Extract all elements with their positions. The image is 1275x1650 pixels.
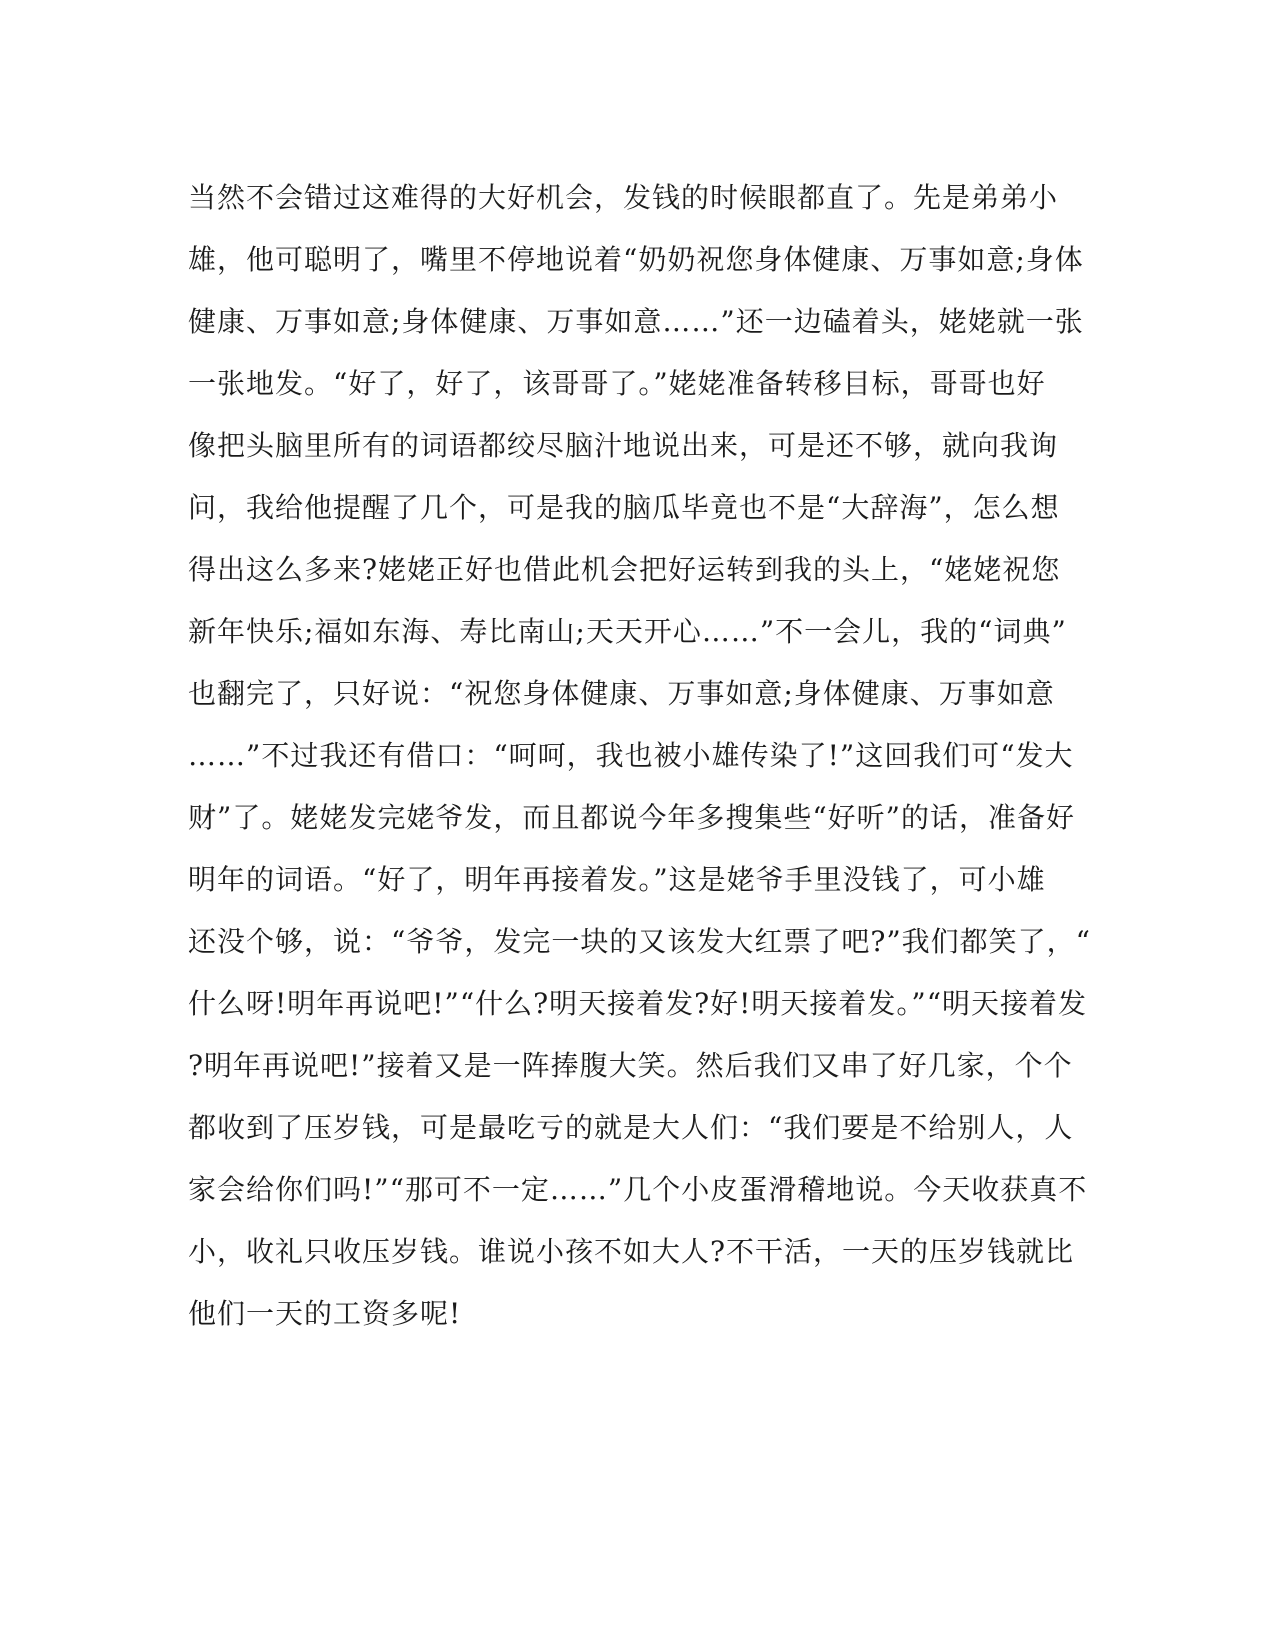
text-line: ?明年再说吧!”接着又是一阵捧腹大笑。然后我们又串了好几家，个个 <box>188 1049 1073 1082</box>
text-line: 小，收礼只收压岁钱。谁说小孩不如大人?不干活，一天的压岁钱就比 <box>188 1235 1075 1268</box>
text-line: 都收到了压岁钱，可是最吃亏的就是大人们：“我们要是不给别人，人 <box>188 1111 1074 1144</box>
text-line: 像把头脑里所有的词语都绞尽脑汁地说出来，可是还不够，就向我询 <box>188 429 1059 462</box>
text-line: 健康、万事如意;身体健康、万事如意……”还一边磕着头，姥姥就一张 <box>188 305 1084 338</box>
text-line: 明年的词语。“好了，明年再接着发。”这是姥爷手里没钱了，可小雄 <box>188 863 1046 896</box>
body-text <box>188 167 1091 1345</box>
text-line: 当然不会错过这难得的大好机会，发钱的时候眼都直了。先是弟弟小 <box>188 181 1059 214</box>
text-line: ……”不过我还有借口：“呵呵，我也被小雄传染了!”这回我们可“发大 <box>188 739 1074 772</box>
text-line: 一张地发。“好了，好了，该哥哥了。”姥姥准备转移目标，哥哥也好 <box>188 367 1046 400</box>
text-line: 雄，他可聪明了，嘴里不停地说着“奶奶祝您身体健康、万事如意;身体 <box>188 243 1084 276</box>
text-line: 什么呀!明年再说吧!”“什么?明天接着发?好!明天接着发。”“明天接着发 <box>188 987 1088 1020</box>
text-line: 还没个够，说：“爷爷，发完一块的又该发大红票了吧?”我们都笑了，“ <box>188 925 1091 958</box>
text-line: 也翻完了，只好说：“祝您身体健康、万事如意;身体健康、万事如意 <box>188 677 1055 710</box>
text-line: 家会给你们吗!”“那可不一定……”几个小皮蛋滑稽地说。今天收获真不 <box>188 1173 1088 1206</box>
text-line: 财”了。姥姥发完姥爷发，而且都说今年多搜集些“好听”的话，准备好 <box>188 801 1075 834</box>
text-line: 问，我给他提醒了几个，可是我的脑瓜毕竟也不是“大辞海”，怎么想 <box>188 491 1060 524</box>
text-line: 得出这么多来?姥姥正好也借此机会把好运转到我的头上，“姥姥祝您 <box>188 553 1061 586</box>
text-line: 他们一天的工资多呢! <box>188 1297 462 1330</box>
text-line: 新年快乐;福如东海、寿比南山;天天开心……”不一会儿，我的“词典” <box>188 615 1067 648</box>
